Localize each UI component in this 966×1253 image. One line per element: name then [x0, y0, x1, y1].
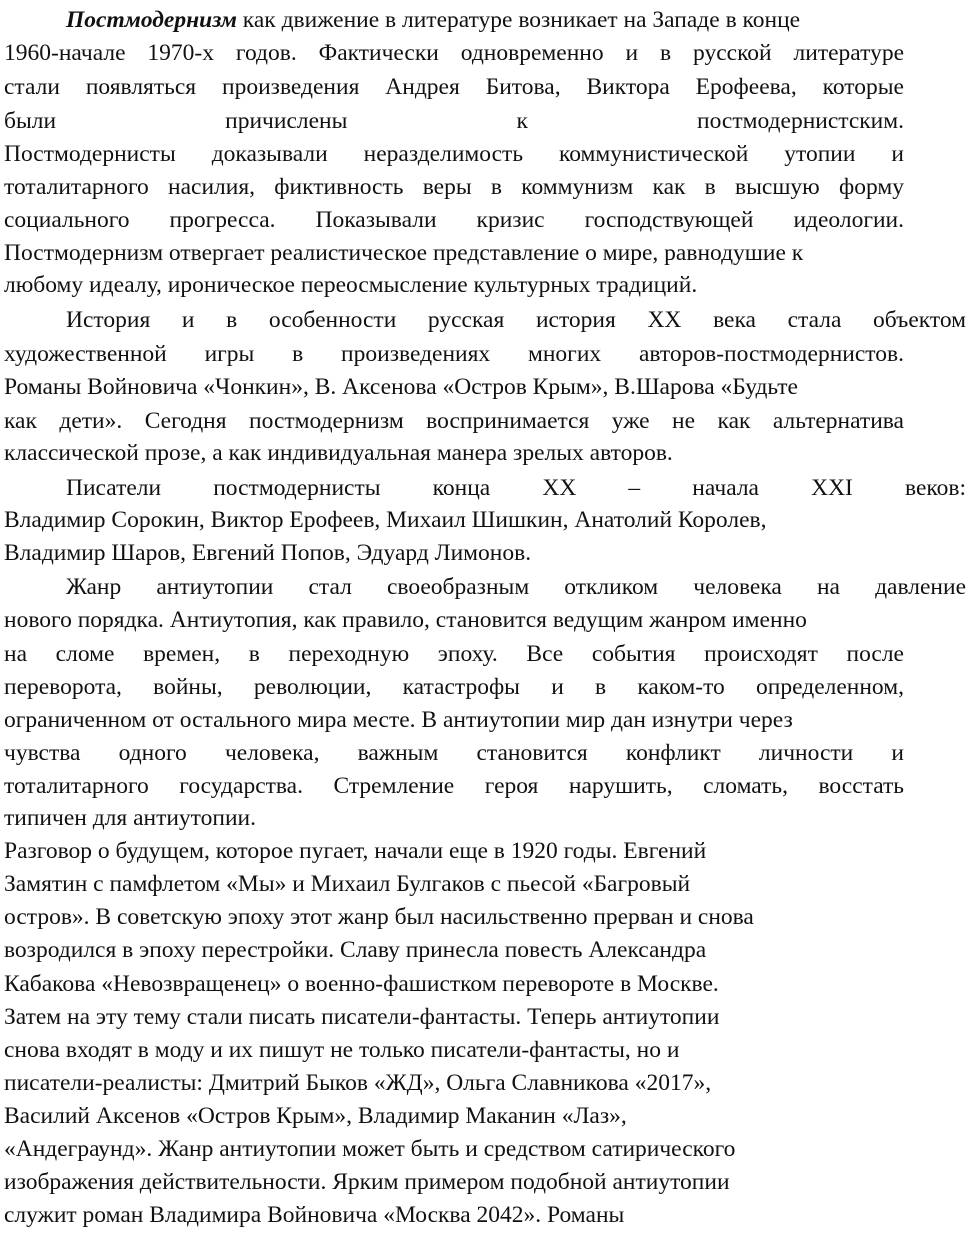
paragraph-line: тоталитарного насилия, фиктивность веры в коммунизм как в высшую форму — [4, 174, 904, 200]
paragraph-line: «Андеграунд». Жанр антиутопии может быть и средством сатирического — [4, 1136, 736, 1162]
paragraph-line: любому идеалу, ироническое переосмысление культурных традиций. — [4, 272, 698, 298]
paragraph-line: остров». В советскую эпоху этот жанр был насильственно прерван и снова — [4, 904, 754, 930]
paragraph-line: чувства одного человека, важным становится конфликт личности и — [4, 740, 904, 766]
paragraph-line: писатели-реалисты: Дмитрий Быков «ЖД», Ольга Славникова «2017», — [4, 1070, 712, 1096]
paragraph-line: снова входят в моду и их пишут не только писатели-фантасты, но и — [4, 1037, 680, 1063]
paragraph-line: Василий Аксенов «Остров Крым», Владимир Маканин «Лаз», — [4, 1103, 627, 1129]
paragraph-line — [66, 3, 878, 37]
paragraph-line: Писатели постмодернисты конца XX – начала XXI веков: — [66, 475, 966, 501]
paragraph-line: классической прозе, а как индивидуальная манера зрелых авторов. — [4, 440, 673, 466]
paragraph-line: История и в особенности русская история XX века стала объектом — [66, 307, 966, 333]
paragraph-line: Кабакова «Невозвращенец» о военно-фашистком перевороте в Москве. — [4, 971, 719, 997]
paragraph-line: Владимир Сорокин, Виктор Ерофеев, Михаил Шишкин, Анатолий Королев, — [4, 507, 767, 533]
paragraph-line: социального прогресса. Показывали кризис господствующей идеологии. — [4, 207, 904, 233]
paragraph-line: на сломе времен, в переходную эпоху. Все события происходят после — [4, 641, 904, 667]
paragraph-line: типичен для антиутопии. — [4, 805, 256, 831]
paragraph-line: тоталитарного государства. Стремление героя нарушить, сломать, восстать — [4, 773, 904, 799]
paragraph-line: служит роман Владимира Войновича «Москва 2042». Романы — [4, 1202, 625, 1228]
term-emphasis: Постмодернизм — [66, 7, 237, 33]
paragraph-line: художественной игры в произведениях многих авторов-постмодернистов. — [4, 341, 904, 367]
paragraph-line: Разговор о будущем, которое пугает, начали еще в 1920 годы. Евгений — [4, 838, 707, 864]
paragraph-line: нового порядка. Антиутопия, как правило, становится ведущим жанром именно — [4, 607, 807, 633]
paragraph-line: переворота, войны, революции, катастрофы и в каком-то определенном, — [4, 674, 904, 700]
paragraph-line: были причислены к постмодернистским. — [4, 108, 904, 134]
paragraph-line: Жанр антиутопии стал своеобразным откликом человека на давление — [66, 574, 966, 600]
paragraph-line: Постмодернизм отвергает реалистическое представление о мире, равнодушие к — [4, 240, 804, 266]
paragraph-line: Постмодернисты доказывали неразделимость коммунистической утопии и — [4, 141, 904, 167]
paragraph-line: Замятин с памфлетом «Мы» и Михаил Булгаков с пьесой «Багровый — [4, 871, 691, 897]
paragraph-line: 1960-начале 1970-х годов. Фактически одновременно и в русской литературе — [4, 40, 904, 66]
paragraph-line: Затем на эту тему стали писать писатели-фантасты. Теперь антиутопии — [4, 1004, 720, 1030]
paragraph-line: как дети». Сегодня постмодернизм воспринимается уже не как альтернатива — [4, 408, 904, 434]
paragraph-line: Владимир Шаров, Евгений Попов, Эдуард Лимонов. — [4, 540, 532, 566]
line-text: как движение в литературе возникает на Западе в конце — [236, 7, 801, 33]
paragraph-line: стали появляться произведения Андрея Битова, Виктора Ерофеева, которые — [4, 74, 904, 100]
paragraph-line: возродился в эпоху перестройки. Славу принесла повесть Александра — [4, 937, 707, 963]
paragraph-line: Романы Войновича «Чонкин», В. Аксенова «Остров Крым», В.Шарова «Будьте — [4, 374, 798, 400]
paragraph-line: ограниченном от остального мира месте. В антиутопии мир дан изнутри через — [4, 707, 793, 733]
paragraph-line: изображения действительности. Ярким примером подобной антиутопии — [4, 1169, 730, 1195]
